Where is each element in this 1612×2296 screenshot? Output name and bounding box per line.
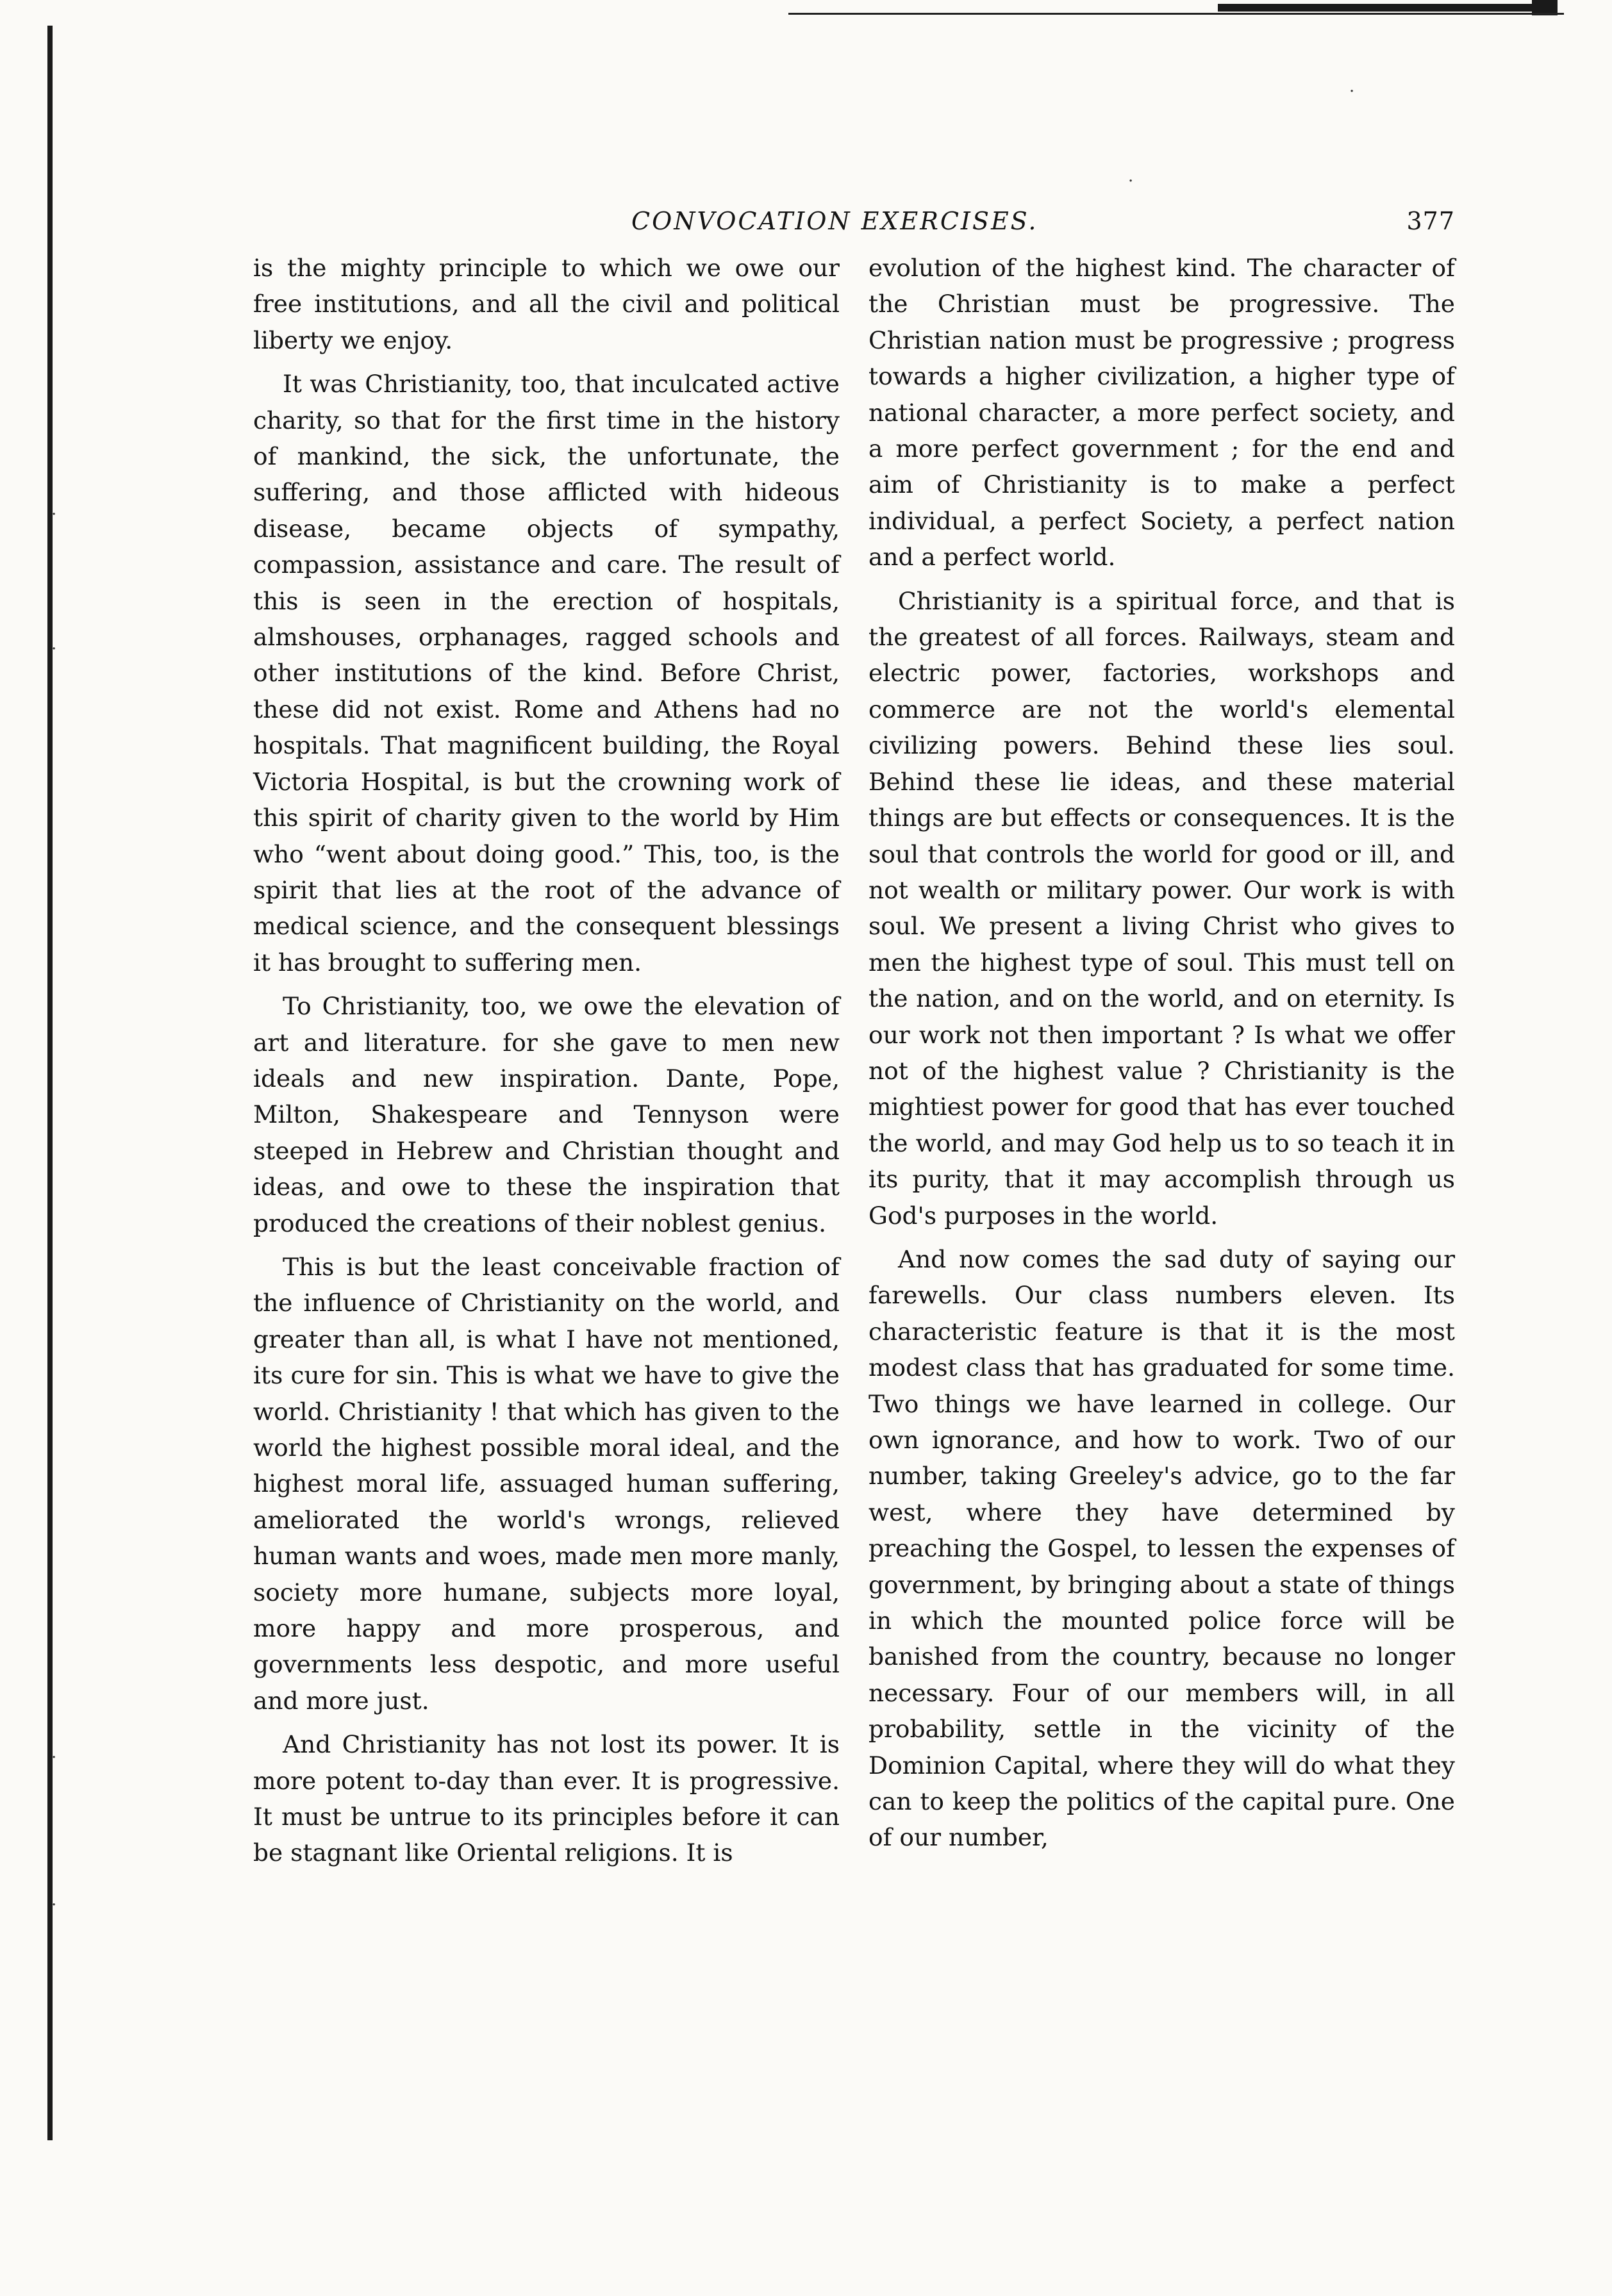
top-rule	[788, 13, 1564, 15]
page-title: CONVOCATION EXERCISES.	[631, 207, 1038, 235]
running-header	[631, 202, 1455, 240]
paragraph: To Christianity, too, we owe the elevation of art and literature. for she gave to men new ideals and new inspiration. Dante, Pope, Milton, Shakespeare and Tennyson were steeped in Hebrew and Christian thought and ideas, and owe to these the inspiration that produced the creations of their noblest genius.	[253, 992, 840, 1237]
margin-mark: ·	[51, 1895, 57, 1915]
margin-mark: ·	[51, 1748, 57, 1767]
paragraph: It was Christianity, too, that inculcated active charity, so that for the first time in the history of mankind, the sick, the unfortunate, the suffering, and those afflicted with hideous disease, became objects of sympathy, compassion, assistance and care. The result of this is seen in the erection of hospitals, almshouses, orphanages, ragged schools and other institutions of the kind. Before Christ, these did not exist. Rome and Athens had no hospitals. That magnificent building, the Royal Victoria Hospital, is but the crowning work of this spirit of charity given to the world by Him who “went about doing good.” This, too, is the spirit that lies at the root of the advance of medical science, and the consequent blessings it has brought to suffering men.	[253, 370, 840, 977]
margin-mark: ·	[1349, 82, 1355, 101]
top-rule-thick	[1218, 4, 1551, 12]
paragraph: Christianity is a spiritual force, and that is the greatest of all forces. Railways, steam and electric power, factories, workshops and commerce are not the world's elemental civilizing powers. Behind these lies soul. Behind these lie ideas, and these material things are but effects or consequences. It is the soul that controls the world for good or ill, and not wealth or military power. Our work is with soul. We present a living Christ who gives to men the highest type of soul. This must tell on the nation, and on the world, and on eternity. Is our work not then important ? Is what we offer not of the highest value ? Christianity is the mightiest power for good that has ever touched the world, and may God help us to so teach it in its purity, that it may accomplish through us God's purposes in the world.	[868, 586, 1455, 1230]
left-column	[253, 250, 840, 1879]
margin-mark: ·	[51, 505, 57, 524]
right-column	[868, 250, 1455, 1863]
page-number: 377	[1406, 207, 1455, 235]
paragraph: And now comes the sad duty of saying our farewells. Our class numbers eleven. Its characteristic feature is that it is the most modest class that has graduated for some time. Two things we have learned in college. Our own ignorance, and how to work. Two of our number, taking Greeley's advice, go to the far west, where they have determined by preaching the Gospel, to lessen the expenses of government, by bringing about a state of things in which the mounted police force will be banished from the country, because no longer necessary. Four of our members will, in all probability, settle in the vicinity of the Dominion Capital, where they will do what they can to keep the politics of the capital pure. One of our number,	[868, 1244, 1455, 1852]
binding-edge	[47, 26, 53, 2140]
margin-mark: ·	[51, 640, 57, 659]
margin-mark: ·	[1128, 172, 1134, 191]
paragraph: This is but the least conceivable fraction of the influence of Christianity on the world, and greater than all, is what I have not mentioned, its cure for sin. This is what we have to give the world. Christianity ! that which has given to the world the highest possible moral ideal, and the highest moral life, assuaged human suffering, ameliorated the world's wrongs, relieved human wants and woes, made men more manly, society more humane, subjects more loyal, more happy and more prosperous, and governments less despotic, and more useful and more just.	[253, 1252, 840, 1715]
paragraph: And Christianity has not lost its power. It is more potent to-day than ever. It is progressive. It must be untrue to its principles before it can be stagnant like Oriental religions. It is	[253, 1730, 840, 1867]
paragraph: evolution of the highest kind. The character of the Christian must be progressive. The Christian nation must be progressive ; progress towards a higher civilization, a higher type of national character, a more perfect society, and a more perfect government ; for the end and aim of Christianity is to make a perfect individual, a perfect Society, a perfect nation and a perfect world.	[868, 254, 1455, 572]
paragraph: is the mighty principle to which we owe our free institutions, and all the civil and political liberty we enjoy.	[253, 254, 840, 354]
